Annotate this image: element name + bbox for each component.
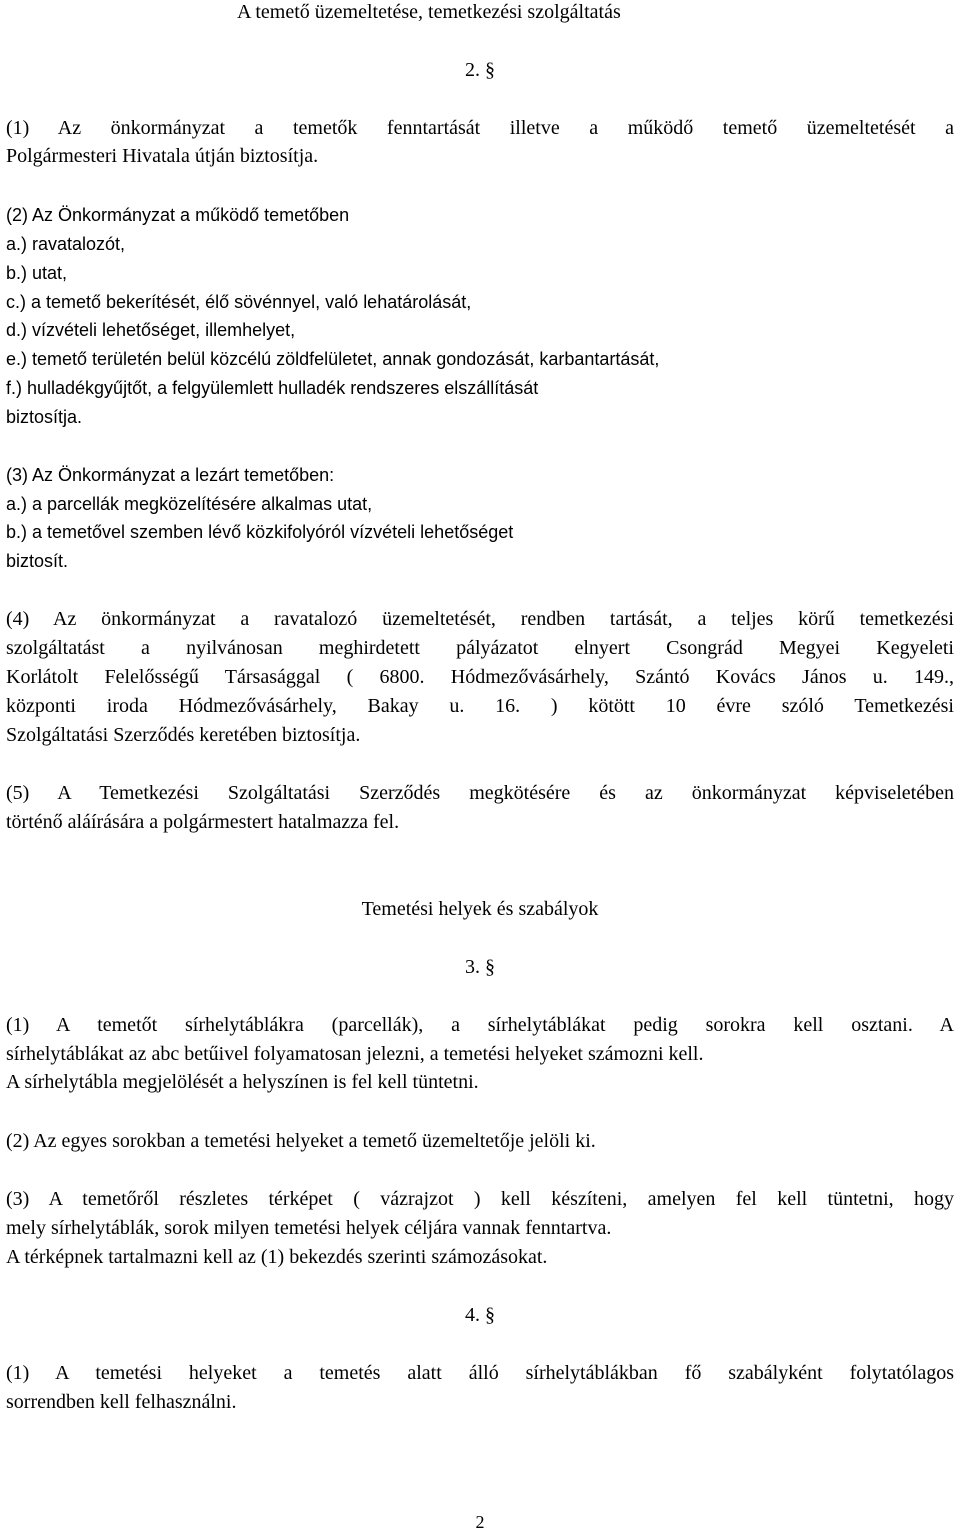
sec2-p4-line5: Szolgáltatási Szerződés keretében biztosítja. [6, 724, 361, 746]
sec3-p1-line1: (1) A temetőt sírhelytáblákra (parcellák), a sírhelytáblákat pedig sorokra kell osztani. A [6, 1014, 954, 1036]
sec2-p3-item-b: b.) a temetővel szemben lévő közkifolyóról vízvételi lehetőséget [6, 522, 514, 542]
sec2-p3-item-a: a.) a parcellák megközelítésére alkalmas utat, [6, 494, 373, 514]
subheading: Temetési helyek és szabályok [361, 898, 599, 920]
sec2-p2-item-e: e.) temető területén belül közcélú zöldfelületet, annak gondozását, karbantartását, [6, 349, 660, 369]
sec2-p4-line3: Korlátolt Felelősségű Társasággal ( 6800. Hódmezővásárhely, Szántó Kovács János u. 149., [6, 666, 954, 688]
section-4-number: 4. § [465, 1304, 495, 1326]
sec2-p2-closing: biztosítja. [6, 407, 83, 427]
sec3-p1-line3: A sírhelytábla megjelölését a helyszínen is fel kell tüntetni. [6, 1071, 479, 1093]
sec3-p3-line3: A térképnek tartalmazni kell az (1) bekezdés szerinti számozásokat. [6, 1246, 548, 1268]
page-number: 2 [475, 1512, 485, 1532]
sec2-p1-line1: (1) Az önkormányzat a temetők fenntartását illetve a működő temető üzemeltetését a [6, 117, 954, 139]
sec2-p2-item-b: b.) utat, [6, 263, 68, 283]
section-3-number: 3. § [465, 956, 495, 978]
sec2-p2-item-a: a.) ravatalozót, [6, 234, 126, 254]
sec3-p2-line1: (2) Az egyes sorokban a temetési helyeket a temető üzemeltetője jelöli ki. [6, 1130, 596, 1152]
sec4-p1-line2: sorrendben kell felhasználni. [6, 1391, 237, 1413]
sec3-p3-line1: (3) A temetőről részletes térképet ( vázrajzot ) kell készíteni, amelyen fel kell tüntetni, hogy [6, 1188, 954, 1210]
page-title: A temető üzemeltetése, temetkezési szolgáltatás [237, 1, 621, 23]
sec4-p1-line1: (1) A temetési helyeket a temetés alatt álló sírhelytáblákban fő szabályként folytatólagos [6, 1362, 954, 1384]
sec2-p4-line4: központi iroda Hódmezővásárhely, Bakay u. 16. ) kötött 10 évre szóló Temetkezési [6, 695, 954, 717]
sec2-p2-item-c: c.) a temető bekerítését, élő sövénnyel, való lehatárolását, [6, 292, 472, 312]
sec2-p4-line1: (4) Az önkormányzat a ravatalozó üzemeltetését, rendben tartását, a teljes körű temetkezési [6, 608, 954, 630]
sec3-p1-line2: sírhelytáblákat az abc betűivel folyamatosan jelezni, a temetési helyeket számozni kell. [6, 1043, 704, 1065]
sec2-p4-line2: szolgáltatást a nyilvánosan meghirdetett pályázatot elnyert Csongrád Megyei Kegyeleti [6, 637, 954, 659]
sec2-p5-line2: történő aláírására a polgármestert hatalmazza fel. [6, 811, 400, 833]
sec2-p2-item-f: f.) hulladékgyűjtőt, a felgyülemlett hulladék rendszeres elszállítását [6, 378, 539, 398]
sec2-p2-item-d: d.) vízvételi lehetőséget, illemhelyet, [6, 320, 296, 340]
sec3-p3-line2: mely sírhelytáblák, sorok milyen temetési helyek céljára vannak fenntartva. [6, 1217, 612, 1239]
sec2-p3-intro: (3) Az Önkormányzat a lezárt temetőben: [6, 465, 335, 485]
sec2-p5-line1: (5) A Temetkezési Szolgáltatási Szerződés megkötésére és az önkormányzat képviseletében [6, 782, 954, 804]
sec2-p3-closing: biztosít. [6, 551, 69, 571]
sec2-p2-intro: (2) Az Önkormányzat a működő temetőben [6, 205, 350, 225]
section-2-number: 2. § [465, 59, 495, 81]
sec2-p1-line2: Polgármesteri Hivatala útján biztosítja. [6, 145, 319, 167]
